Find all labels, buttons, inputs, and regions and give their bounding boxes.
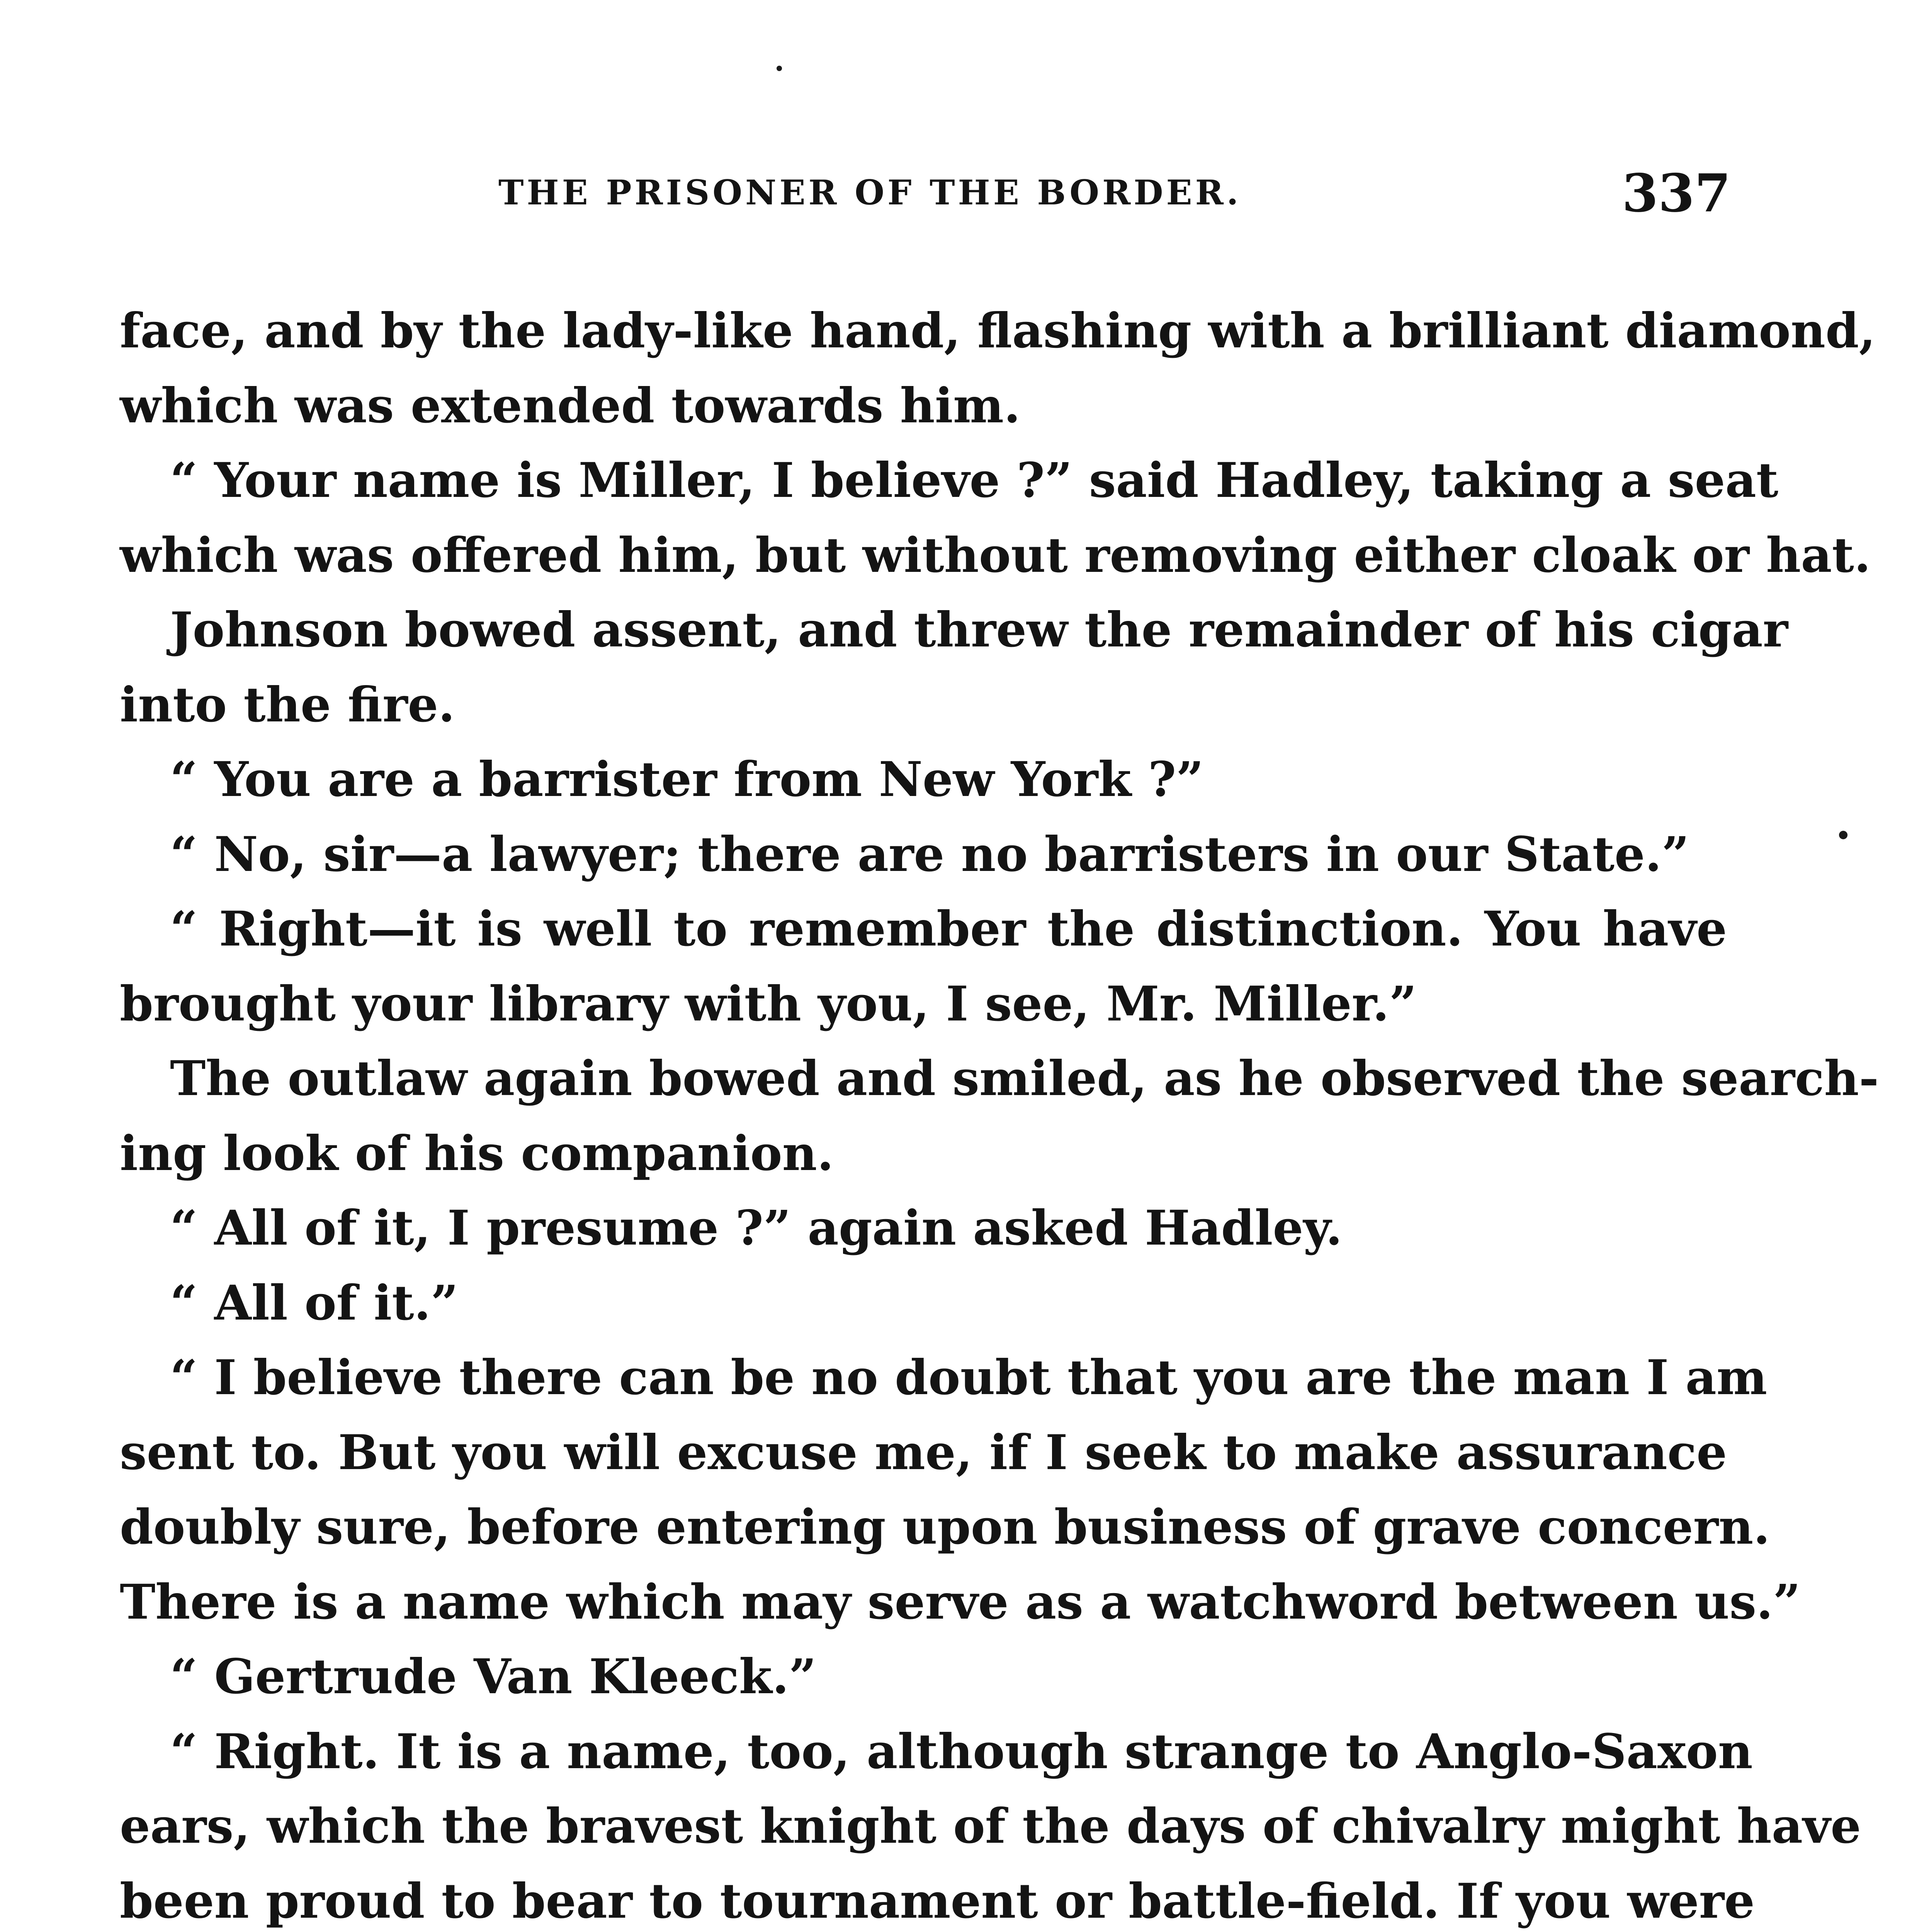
ink-speck bbox=[777, 66, 782, 71]
text-line: face, and by the lady-like hand, flashing with a brilliant diamond, bbox=[120, 303, 1876, 359]
text-line: brought your library with you, I see, Mr. Miller.” bbox=[120, 976, 1417, 1032]
text-line: Johnson bowed assent, and threw the remainder of his cigar bbox=[170, 602, 1788, 658]
text-line: sent to. But you will excuse me, if I seek to make assurance bbox=[120, 1424, 1727, 1481]
text-line: into the fire. bbox=[120, 677, 455, 733]
text-line: “ You are a barrister from New York ?” bbox=[170, 752, 1204, 808]
page-header bbox=[498, 162, 1731, 224]
text-line: ears, which the bravest knight of the days of chivalry might have bbox=[120, 1798, 1861, 1854]
text-line: “ All of it, I presume ?” again asked Hadley. bbox=[170, 1200, 1343, 1256]
text-line: There is a name which may serve as a watchword between us.” bbox=[120, 1574, 1801, 1630]
text-line: “ No, sir—a lawyer; there are no barristers in our State.” bbox=[170, 826, 1689, 883]
text-line: “ Your name is Miller, I believe ?” said Hadley, taking a seat bbox=[170, 452, 1779, 509]
text-line: The outlaw again bowed and smiled, as he observed the search- bbox=[170, 1051, 1879, 1107]
text-line: which was extended towards him. bbox=[120, 378, 1021, 434]
page-number: 337 bbox=[1622, 162, 1731, 224]
text-line: “ Right—it is well to remember the distinction. You have bbox=[170, 901, 1727, 957]
text-line: “ All of it.” bbox=[170, 1275, 459, 1331]
text-line: which was offered him, but without removing either cloak or hat. bbox=[120, 527, 1871, 583]
ink-speck bbox=[1839, 831, 1848, 839]
text-line: “ Right. It is a name, too, although strange to Anglo-Saxon bbox=[170, 1723, 1753, 1780]
text-line: “ Gertrude Van Kleeck.” bbox=[170, 1649, 817, 1705]
text-line: doubly sure, before entering upon business of grave concern. bbox=[120, 1499, 1770, 1555]
text-line: “ I believe there can be no doubt that you are the man I am bbox=[170, 1350, 1768, 1406]
running-title: THE PRISONER OF THE BORDER. bbox=[498, 172, 1242, 213]
text-line: been proud to bear to tournament or battle-field. If you were bbox=[120, 1873, 1755, 1929]
body-text bbox=[120, 294, 1879, 1932]
text-line: ing look of his companion. bbox=[120, 1125, 834, 1182]
